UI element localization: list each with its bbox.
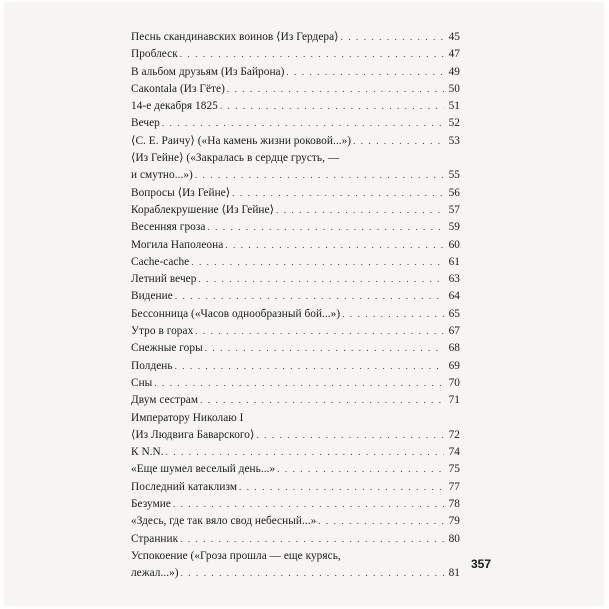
- toc-entry-title: Весенняя гроза: [131, 221, 206, 234]
- toc-entry-continuation: [131, 167, 460, 184]
- toc-entry-title: ⟨С. Е. Раичу⟩ («На камень жизни роковой...»): [131, 134, 352, 147]
- dot-leader: [205, 340, 444, 357]
- book-page: [4, 2, 604, 606]
- toc-entry-page: 47: [448, 48, 460, 61]
- toc-entry-page: 50: [448, 82, 460, 95]
- toc-entry-page: 75: [448, 463, 460, 476]
- dot-leader: [195, 167, 444, 184]
- toc-entry-title-line1: Успокоение («Гроза прошла — еще курясь,: [131, 549, 341, 562]
- toc-entry: [131, 46, 460, 63]
- dot-leader: [180, 46, 444, 63]
- toc-entry-page: 57: [448, 203, 460, 216]
- toc-entry-page: 64: [448, 290, 460, 303]
- toc-entry-title: Последний катаклизм: [131, 480, 238, 493]
- toc-entry: [131, 306, 460, 323]
- toc-entry-title: Безумие: [131, 498, 171, 511]
- toc-entry: [131, 237, 460, 254]
- toc-entry-title-line1: ⟨Из Гейне⟩ («Закралась в сердце грусть, —: [131, 152, 340, 165]
- toc-entry: [131, 202, 460, 219]
- toc-entry-page: 49: [448, 65, 460, 78]
- toc-entry: [131, 461, 460, 478]
- dot-leader: [181, 565, 444, 582]
- toc-entry-title: Видение: [131, 290, 173, 303]
- dot-leader: [276, 202, 444, 219]
- toc-entry-title: Утро в горах: [131, 325, 194, 338]
- toc-entry-page: 56: [448, 186, 460, 199]
- toc-entry-page: 59: [448, 221, 460, 234]
- toc-entry-title: К N.N.: [131, 446, 164, 459]
- toc-entry-title: В альбом друзьям (Из Байрона): [131, 65, 285, 78]
- toc-entry: [131, 185, 460, 202]
- toc-entry: [131, 548, 460, 565]
- toc-entry-continuation: [131, 427, 460, 444]
- toc-entry-page: 63: [448, 273, 460, 286]
- dot-leader: [220, 98, 444, 115]
- dot-leader: [173, 496, 444, 513]
- toc-entry: [131, 150, 460, 167]
- toc-entry: [131, 513, 460, 530]
- dot-leader: [318, 513, 444, 530]
- dot-leader: [256, 427, 444, 444]
- toc-entry-page: 69: [448, 359, 460, 372]
- toc-entry-page: 79: [448, 515, 460, 528]
- dot-leader: [175, 288, 444, 305]
- dot-leader: [227, 81, 444, 98]
- page-number: 357: [471, 557, 492, 571]
- toc-entry-title: Бессонница («Часов однообразный бой...»): [131, 307, 341, 320]
- toc-entry-title: Вечер: [131, 117, 160, 130]
- toc-entry-continuation: [131, 565, 460, 582]
- toc-entry-page: 60: [448, 238, 460, 251]
- toc-entry-page: 61: [448, 255, 460, 268]
- toc-entry-title-line2: ⟨Из Людвига Баварского⟩: [131, 428, 255, 441]
- toc-entry: [131, 271, 460, 288]
- toc-entry-title: Двум сестрам: [131, 394, 199, 407]
- dot-leader: [353, 133, 444, 150]
- toc-entry-page: 67: [448, 325, 460, 338]
- toc-entry: [131, 479, 460, 496]
- toc-entry: [131, 29, 460, 46]
- dot-leader: [286, 64, 444, 81]
- toc-entry-title: Песнь скандинавских воинов ⟨Из Гердера⟩: [131, 31, 339, 43]
- toc-entry-page: 70: [448, 376, 460, 389]
- toc-entry: [131, 531, 460, 548]
- toc-entry: [131, 358, 460, 375]
- toc-entry-title-line2: лежал...»): [131, 567, 179, 580]
- toc-entry-title: Проблеск: [131, 48, 178, 61]
- toc-entry-page: 68: [448, 342, 460, 355]
- toc-entry-page: 52: [448, 117, 460, 130]
- toc-entry-page: 77: [448, 480, 460, 493]
- toc-entry: [131, 392, 460, 409]
- dot-leader: [195, 323, 444, 340]
- toc-entry-page: 71: [448, 394, 460, 407]
- dot-leader: [200, 392, 444, 409]
- toc-entry: [131, 254, 460, 271]
- toc-entry: [131, 219, 460, 236]
- toc-entry-title: Могила Наполеона: [131, 238, 224, 251]
- toc-entry-page: 81: [448, 567, 460, 580]
- toc-entry: [131, 323, 460, 340]
- dot-leader: [239, 479, 444, 496]
- toc-entry-page: 72: [448, 428, 460, 441]
- toc-entry: [131, 81, 460, 98]
- toc-entry-title: Cache-cache: [131, 255, 190, 268]
- dot-leader: [191, 254, 444, 271]
- dot-leader: [180, 531, 444, 548]
- toc-entry-page: 51: [448, 100, 460, 113]
- toc-entry-title: «Еще шумел веселый день...»: [131, 463, 276, 476]
- toc-entry: [131, 444, 460, 461]
- toc-entry-title-line2: и смутно...»): [131, 169, 193, 182]
- toc-entry: [131, 375, 460, 392]
- toc-entry-page: 78: [448, 498, 460, 511]
- dot-leader: [225, 237, 444, 254]
- toc-entry-title: Кораблекрушение ⟨Из Гейне⟩: [131, 203, 275, 216]
- toc-entry-title: Сакontala (Из Гёте): [131, 82, 225, 95]
- toc-entry: [131, 133, 460, 150]
- toc-entry-page: 53: [448, 134, 460, 147]
- table-of-contents: [131, 29, 460, 583]
- toc-entry-title: Сны: [131, 376, 153, 389]
- toc-entry-page: 80: [448, 532, 460, 545]
- toc-entry-title: 14-е декабря 1825: [131, 100, 218, 113]
- toc-entry: [131, 115, 460, 132]
- toc-entry-title: Снежные горы: [131, 342, 203, 355]
- toc-entry: [131, 340, 460, 357]
- toc-entry: [131, 496, 460, 513]
- toc-entry-page: 74: [448, 446, 460, 459]
- toc-entry: [131, 64, 460, 81]
- dot-leader: [166, 444, 444, 461]
- dot-leader: [342, 306, 444, 323]
- toc-entry: [131, 410, 460, 427]
- toc-entry-title: Странник: [131, 532, 179, 545]
- dot-leader: [207, 219, 444, 236]
- dot-leader: [232, 185, 444, 202]
- toc-entry: [131, 288, 460, 305]
- dot-leader: [162, 115, 444, 132]
- toc-entry-title: «Здесь, где так вяло свод небесный...»: [131, 515, 317, 528]
- toc-entry: [131, 98, 460, 115]
- toc-entry-page: 45: [448, 31, 460, 43]
- toc-entry-title-line1: Императору Николаю I: [131, 411, 244, 424]
- dot-leader: [198, 271, 444, 288]
- toc-entry-title: Вопросы ⟨Из Гейне⟩: [131, 186, 231, 199]
- toc-entry-page: 65: [448, 307, 460, 320]
- dot-leader: [154, 375, 444, 392]
- toc-entry-title: Летний вечер: [131, 273, 197, 286]
- toc-entry-title: Полдень: [131, 359, 173, 372]
- toc-entry-page: 55: [448, 169, 460, 182]
- dot-leader: [277, 461, 444, 478]
- dot-leader: [175, 358, 444, 375]
- dot-leader: [341, 29, 444, 46]
